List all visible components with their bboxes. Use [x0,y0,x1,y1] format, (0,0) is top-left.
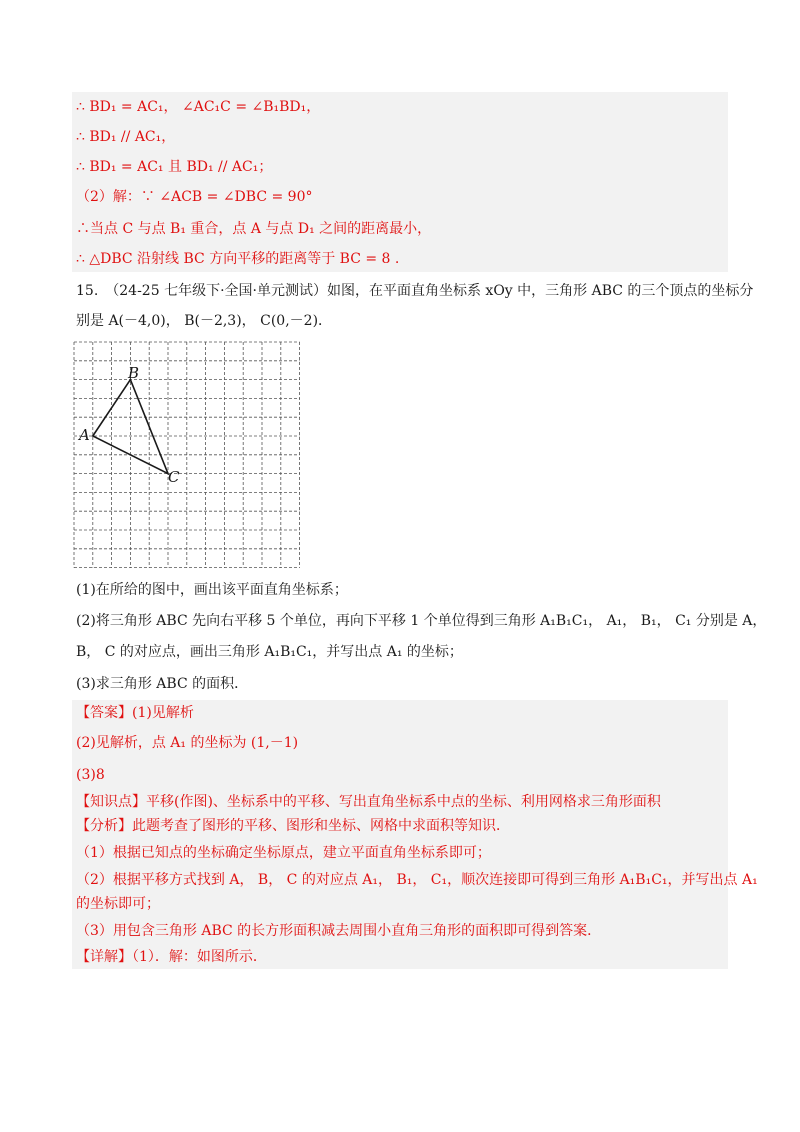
solution-shaded-block [72,92,728,272]
point-label-a: A [79,426,90,444]
question-3: (3)求三角形 ABC 的面积． [76,676,249,692]
grid-lines [74,342,300,568]
detailed-solution: 【详解】（1）．解：如图所示． [76,949,267,965]
analysis-line-1: （1）根据已知点的坐标确定坐标原点，建立平面直角坐标系即可； [76,845,491,861]
solution-line-5: ∴当点 C 与点 B₁ 重合，点 A 与点 D₁ 之间的距离最小， [76,221,432,237]
knowledge-points: 【知识点】平移(作图)、坐标系中的平移、写出直角坐标系中点的坐标、利用网格求三角形面积 [76,794,661,810]
coordinate-grid-figure [68,336,308,570]
question-1: (1)在所给的图中，画出该平面直角坐标系； [76,582,348,598]
problem-statement-line-1: 15. （24-25 七年级下·全国·单元测试）如图，在平面直角坐标系 xOy 中，三角形 ABC 的三个顶点的坐标分 [76,283,754,299]
analysis-heading: 【分析】此题考查了图形的平移、图形和坐标、网格中求面积等知识． [76,818,510,834]
point-label-b: B [128,364,140,382]
point-label-c: C [168,468,180,486]
solution-line-4: （2）解：∵ ∠ACB = ∠DBC = 90° [76,189,313,205]
solution-line-6: ∴ △DBC 沿射线 BC 方向平移的距离等于 BC = 8 . [76,251,400,267]
analysis-line-2: （2）根据平移方式找到 A， B， C 的对应点 A₁， B₁， C₁，顺次连接即可得到三角形 A₁B₁C₁，并写出点 A₁ [76,872,758,888]
answer-line-3: (3)8 [76,767,105,783]
question-2-line-1: (2)将三角形 ABC 先向右平移 5 个单位，再向下平移 1 个单位得到三角形 A₁B₁C₁， A₁， B₁， C₁ 分别是 A， [76,613,767,629]
answer-line-2: (2)见解析，点 A₁ 的坐标为 (1,－1) [76,735,299,751]
problem-statement-line-2: 别是 A(－4,0)， B(－2,3)， C(0,－2)． [76,313,333,329]
solution-line-1: ∴ BD₁ = AC₁， ∠AC₁C = ∠B₁BD₁， [76,99,321,115]
analysis-line-3: 的坐标即可； [76,896,160,912]
solution-line-2: ∴ BD₁ // AC₁， [76,129,176,145]
analysis-line-4: （3）用包含三角形 ABC 的长方形面积减去周围小直角三角形的面积即可得到答案． [76,923,602,939]
question-2-line-2: B， C 的对应点，画出三角形 A₁B₁C₁，并写出点 A₁ 的坐标； [76,644,463,660]
solution-line-3: ∴ BD₁ = AC₁ 且 BD₁ // AC₁； [76,159,273,175]
answer-line-1: 【答案】(1)见解析 [76,705,194,721]
